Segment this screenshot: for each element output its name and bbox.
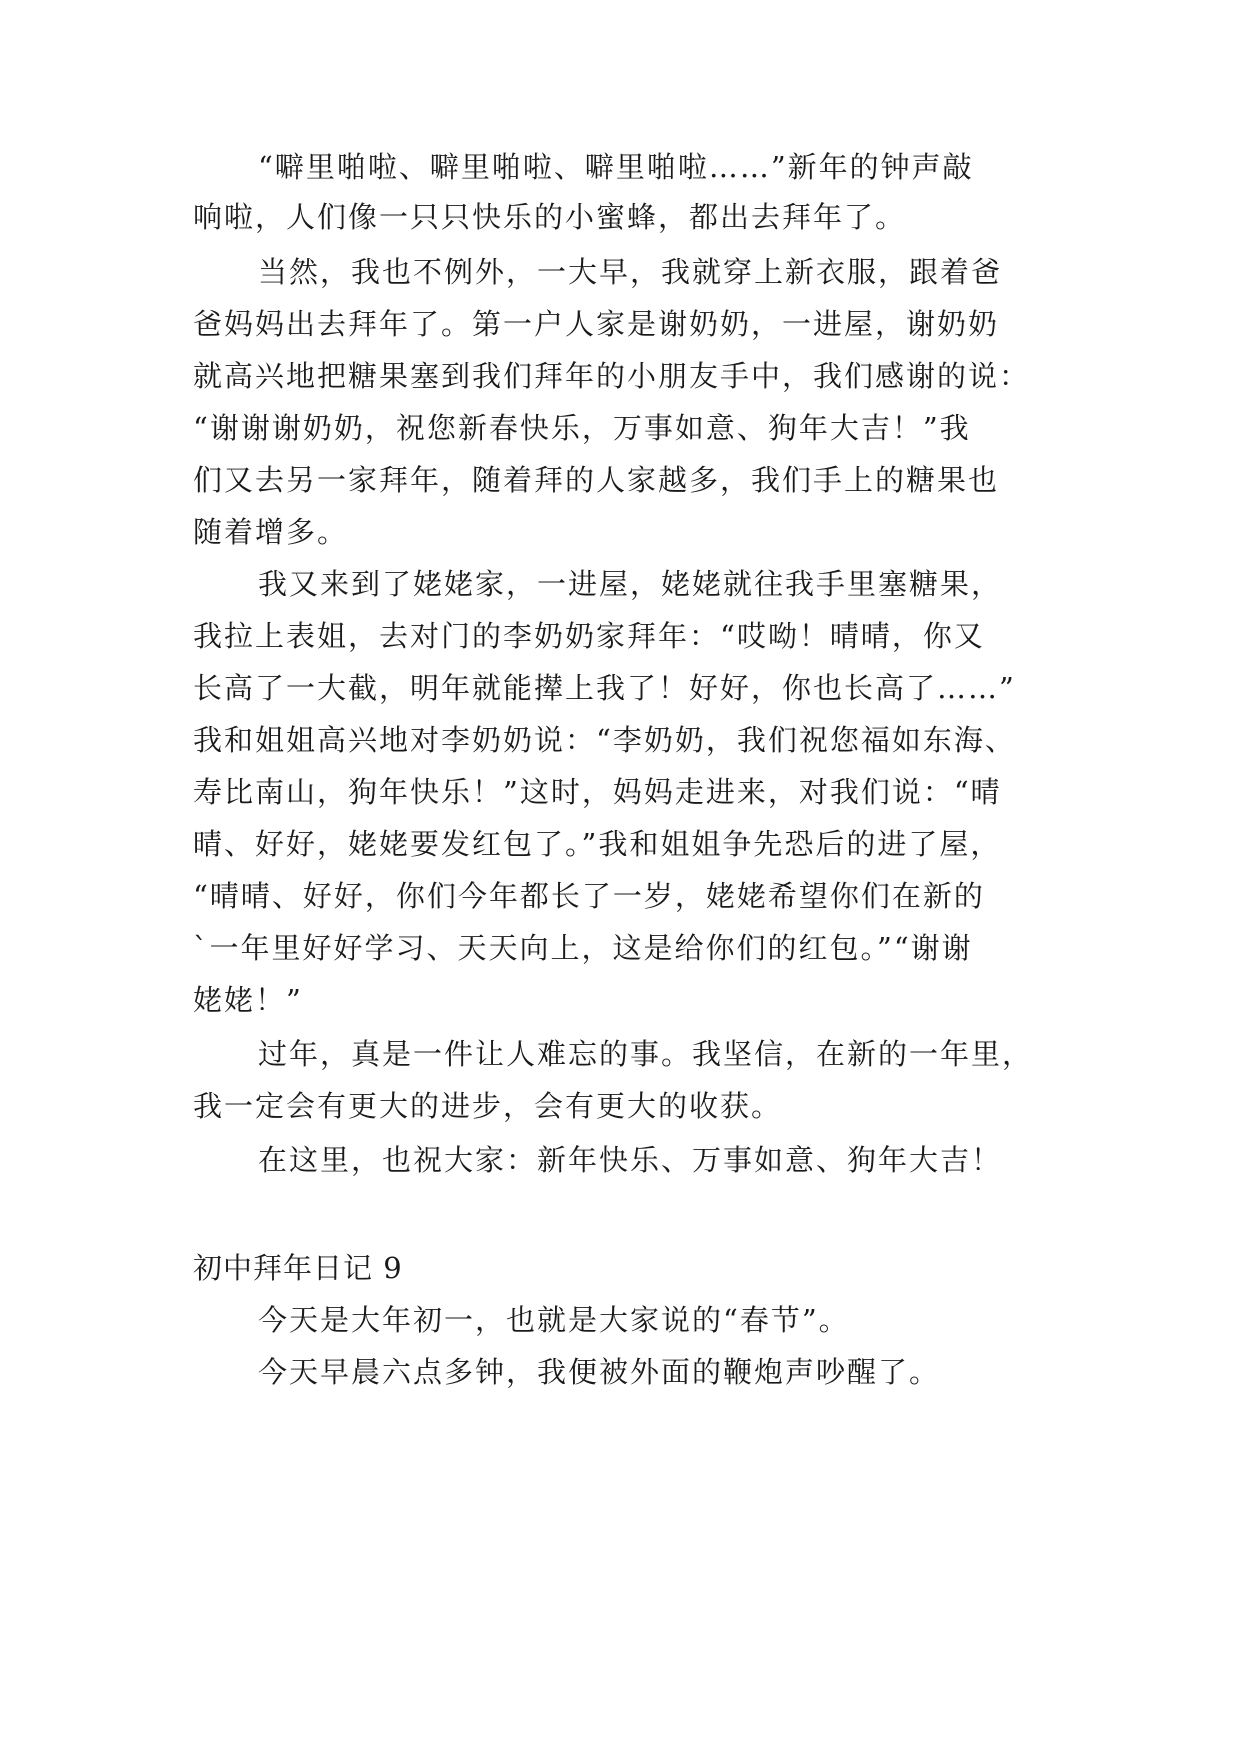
paragraph-1-line-2: 响啦，人们像一只只快乐的小蜜蜂，都出去拜年了。 (193, 200, 907, 234)
paragraph-4-line-1: 过年，真是一件让人难忘的事。我坚信，在新的一年里， (258, 1037, 1034, 1071)
paragraph-3-line-6: 晴、好好，姥姥要发红包了。”我和姐姐争先恐后的进了屋， (193, 827, 1002, 861)
paragraph-5-line-1: 在这里，也祝大家：新年快乐、万事如意、狗年大吉！ (258, 1143, 1003, 1177)
paragraph-7-line-1: 今天早晨六点多钟，我便被外面的鞭炮声吵醒了。 (258, 1355, 941, 1389)
paragraph-2-line-6: 随着增多。 (193, 515, 349, 549)
paragraph-3-line-9: 姥姥！” (193, 983, 303, 1017)
paragraph-3-line-2: 我拉上表姐，去对门的李奶奶家拜年：“哎呦！晴晴，你又 (193, 619, 985, 653)
paragraph-2-line-1: 当然，我也不例外，一大早，我就穿上新衣服，跟着爸 (258, 255, 1003, 289)
paragraph-6-line-1: 今天是大年初一，也就是大家说的“春节”。 (258, 1303, 850, 1337)
paragraph-3-line-4: 我和姐姐高兴地对李奶奶说：“李奶奶，我们祝您福如东海、 (193, 723, 1016, 757)
paragraph-3-line-1: 我又来到了姥姥家，一进屋，姥姥就往我手里塞糖果， (258, 567, 1003, 601)
paragraph-1-line-1: “噼里啪啦、噼里啪啦、噼里啪啦……”新年的钟声敲 (258, 150, 974, 184)
paragraph-3-line-8: `一年里好好学习、天天向上，这是给你们的红包。”“谢谢 (193, 931, 973, 965)
paragraph-4-line-2: 我一定会有更大的进步，会有更大的收获。 (193, 1089, 783, 1123)
paragraph-3-line-3: 长高了一大截，明年就能撵上我了！好好，你也长高了……” (193, 671, 1016, 705)
paragraph-2-line-4: “谢谢谢奶奶，祝您新春快乐，万事如意、狗年大吉！”我 (193, 411, 971, 445)
paragraph-2-line-2: 爸妈妈出去拜年了。第一户人家是谢奶奶，一进屋，谢奶奶 (193, 307, 1000, 341)
paragraph-3-line-5: 寿比南山，狗年快乐！”这时，妈妈走进来，对我们说：“晴 (193, 775, 1002, 809)
paragraph-2-line-5: 们又去另一家拜年，随着拜的人家越多，我们手上的糖果也 (193, 463, 1000, 497)
section-heading: 初中拜年日记 9 (193, 1251, 403, 1285)
paragraph-3-line-7: “晴晴、好好，你们今年都长了一岁，姥姥希望你们在新的 (193, 879, 985, 913)
paragraph-2-line-3: 就高兴地把糖果塞到我们拜年的小朋友手中，我们感谢的说： (193, 359, 1031, 393)
